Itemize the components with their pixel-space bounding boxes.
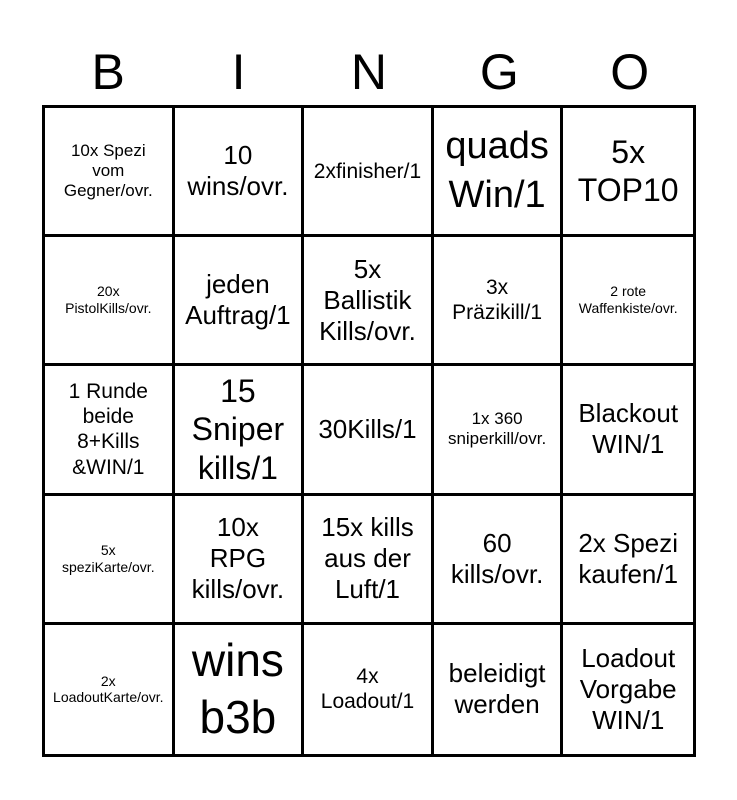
bingo-cell-1-1[interactable] [45, 108, 175, 237]
bingo-cell-3-3[interactable] [304, 366, 434, 495]
cell-text: 15x kills aus der Luft/1 [321, 511, 414, 605]
header-letter-o: O [610, 44, 650, 100]
bingo-cell-1-5[interactable] [563, 108, 693, 237]
bingo-cell-4-4[interactable] [434, 496, 564, 625]
header-letter-b: B [91, 44, 125, 100]
bingo-cell-2-3[interactable] [304, 237, 434, 366]
cell-text: 20x PistolKills/ovr. [65, 283, 152, 317]
bingo-cell-2-2[interactable] [175, 237, 305, 366]
cell-text: 2x LoadoutKarte/ovr. [53, 672, 164, 706]
bingo-cell-3-5[interactable] [563, 366, 693, 495]
bingo-grid [42, 105, 696, 757]
cell-text: wins b3b [191, 633, 284, 744]
bingo-cell-1-3[interactable] [304, 108, 434, 237]
bingo-cell-5-5[interactable] [563, 625, 693, 754]
cell-text: 5x speziKarte/ovr. [61, 541, 155, 575]
cell-text: 15 Sniper kills/1 [191, 372, 285, 486]
bingo-cell-4-1[interactable] [45, 496, 175, 625]
bingo-cell-1-2[interactable] [175, 108, 305, 237]
cell-text: Loadout Vorgabe WIN/1 [579, 642, 677, 735]
cell-text: 2xfinisher/1 [313, 159, 422, 183]
cell-text: jeden Auftrag/1 [185, 269, 291, 331]
bingo-cell-5-3[interactable] [304, 625, 434, 754]
header-letter-g: G [479, 44, 519, 100]
bingo-cell-4-2[interactable] [175, 496, 305, 625]
header-letter-i: I [231, 44, 246, 100]
cell-text: 10x RPG kills/ovr. [191, 511, 285, 605]
bingo-cell-3-4[interactable] [434, 366, 564, 495]
cell-text: 1x 360 sniperkill/ovr. [447, 409, 547, 449]
bingo-cell-4-5[interactable] [563, 496, 693, 625]
cell-text: quads Win/1 [445, 124, 549, 217]
cell-text: 2 rote Waffenkiste/ovr. [578, 283, 678, 317]
bingo-cell-5-1[interactable] [45, 625, 175, 754]
cell-text: 10 wins/ovr. [187, 139, 289, 202]
cell-text: 4x Loadout/1 [320, 665, 415, 714]
bingo-cell-2-4[interactable] [434, 237, 564, 366]
bingo-cell-2-1[interactable] [45, 237, 175, 366]
bingo-cell-4-3[interactable] [304, 496, 434, 625]
cell-text: 1 Runde beide 8+Kills &WIN/1 [68, 380, 148, 479]
cell-text: 2x Spezi kaufen/1 [578, 527, 679, 589]
cell-text: 3x Präzikill/1 [452, 276, 543, 325]
cell-text: 5x Ballistik Kills/ovr. [319, 253, 416, 346]
cell-text: beleidigt werden [448, 658, 546, 720]
bingo-cell-1-4[interactable] [434, 108, 564, 237]
header-letter-n: N [350, 44, 388, 100]
bingo-cell-5-2[interactable] [175, 625, 305, 754]
bingo-cell-3-2[interactable] [175, 366, 305, 495]
cell-text: 60 kills/ovr. [450, 527, 544, 589]
cell-text: 10x Spezi vom Gegner/ovr. [63, 140, 153, 201]
cell-text: 30Kills/1 [318, 413, 417, 444]
bingo-cell-2-5[interactable] [563, 237, 693, 366]
cell-text: 5x TOP10 [577, 133, 679, 209]
cell-text: Blackout WIN/1 [578, 398, 679, 460]
bingo-header [43, 38, 695, 106]
bingo-cell-5-4[interactable] [434, 625, 564, 754]
bingo-cell-3-1[interactable] [45, 366, 175, 495]
